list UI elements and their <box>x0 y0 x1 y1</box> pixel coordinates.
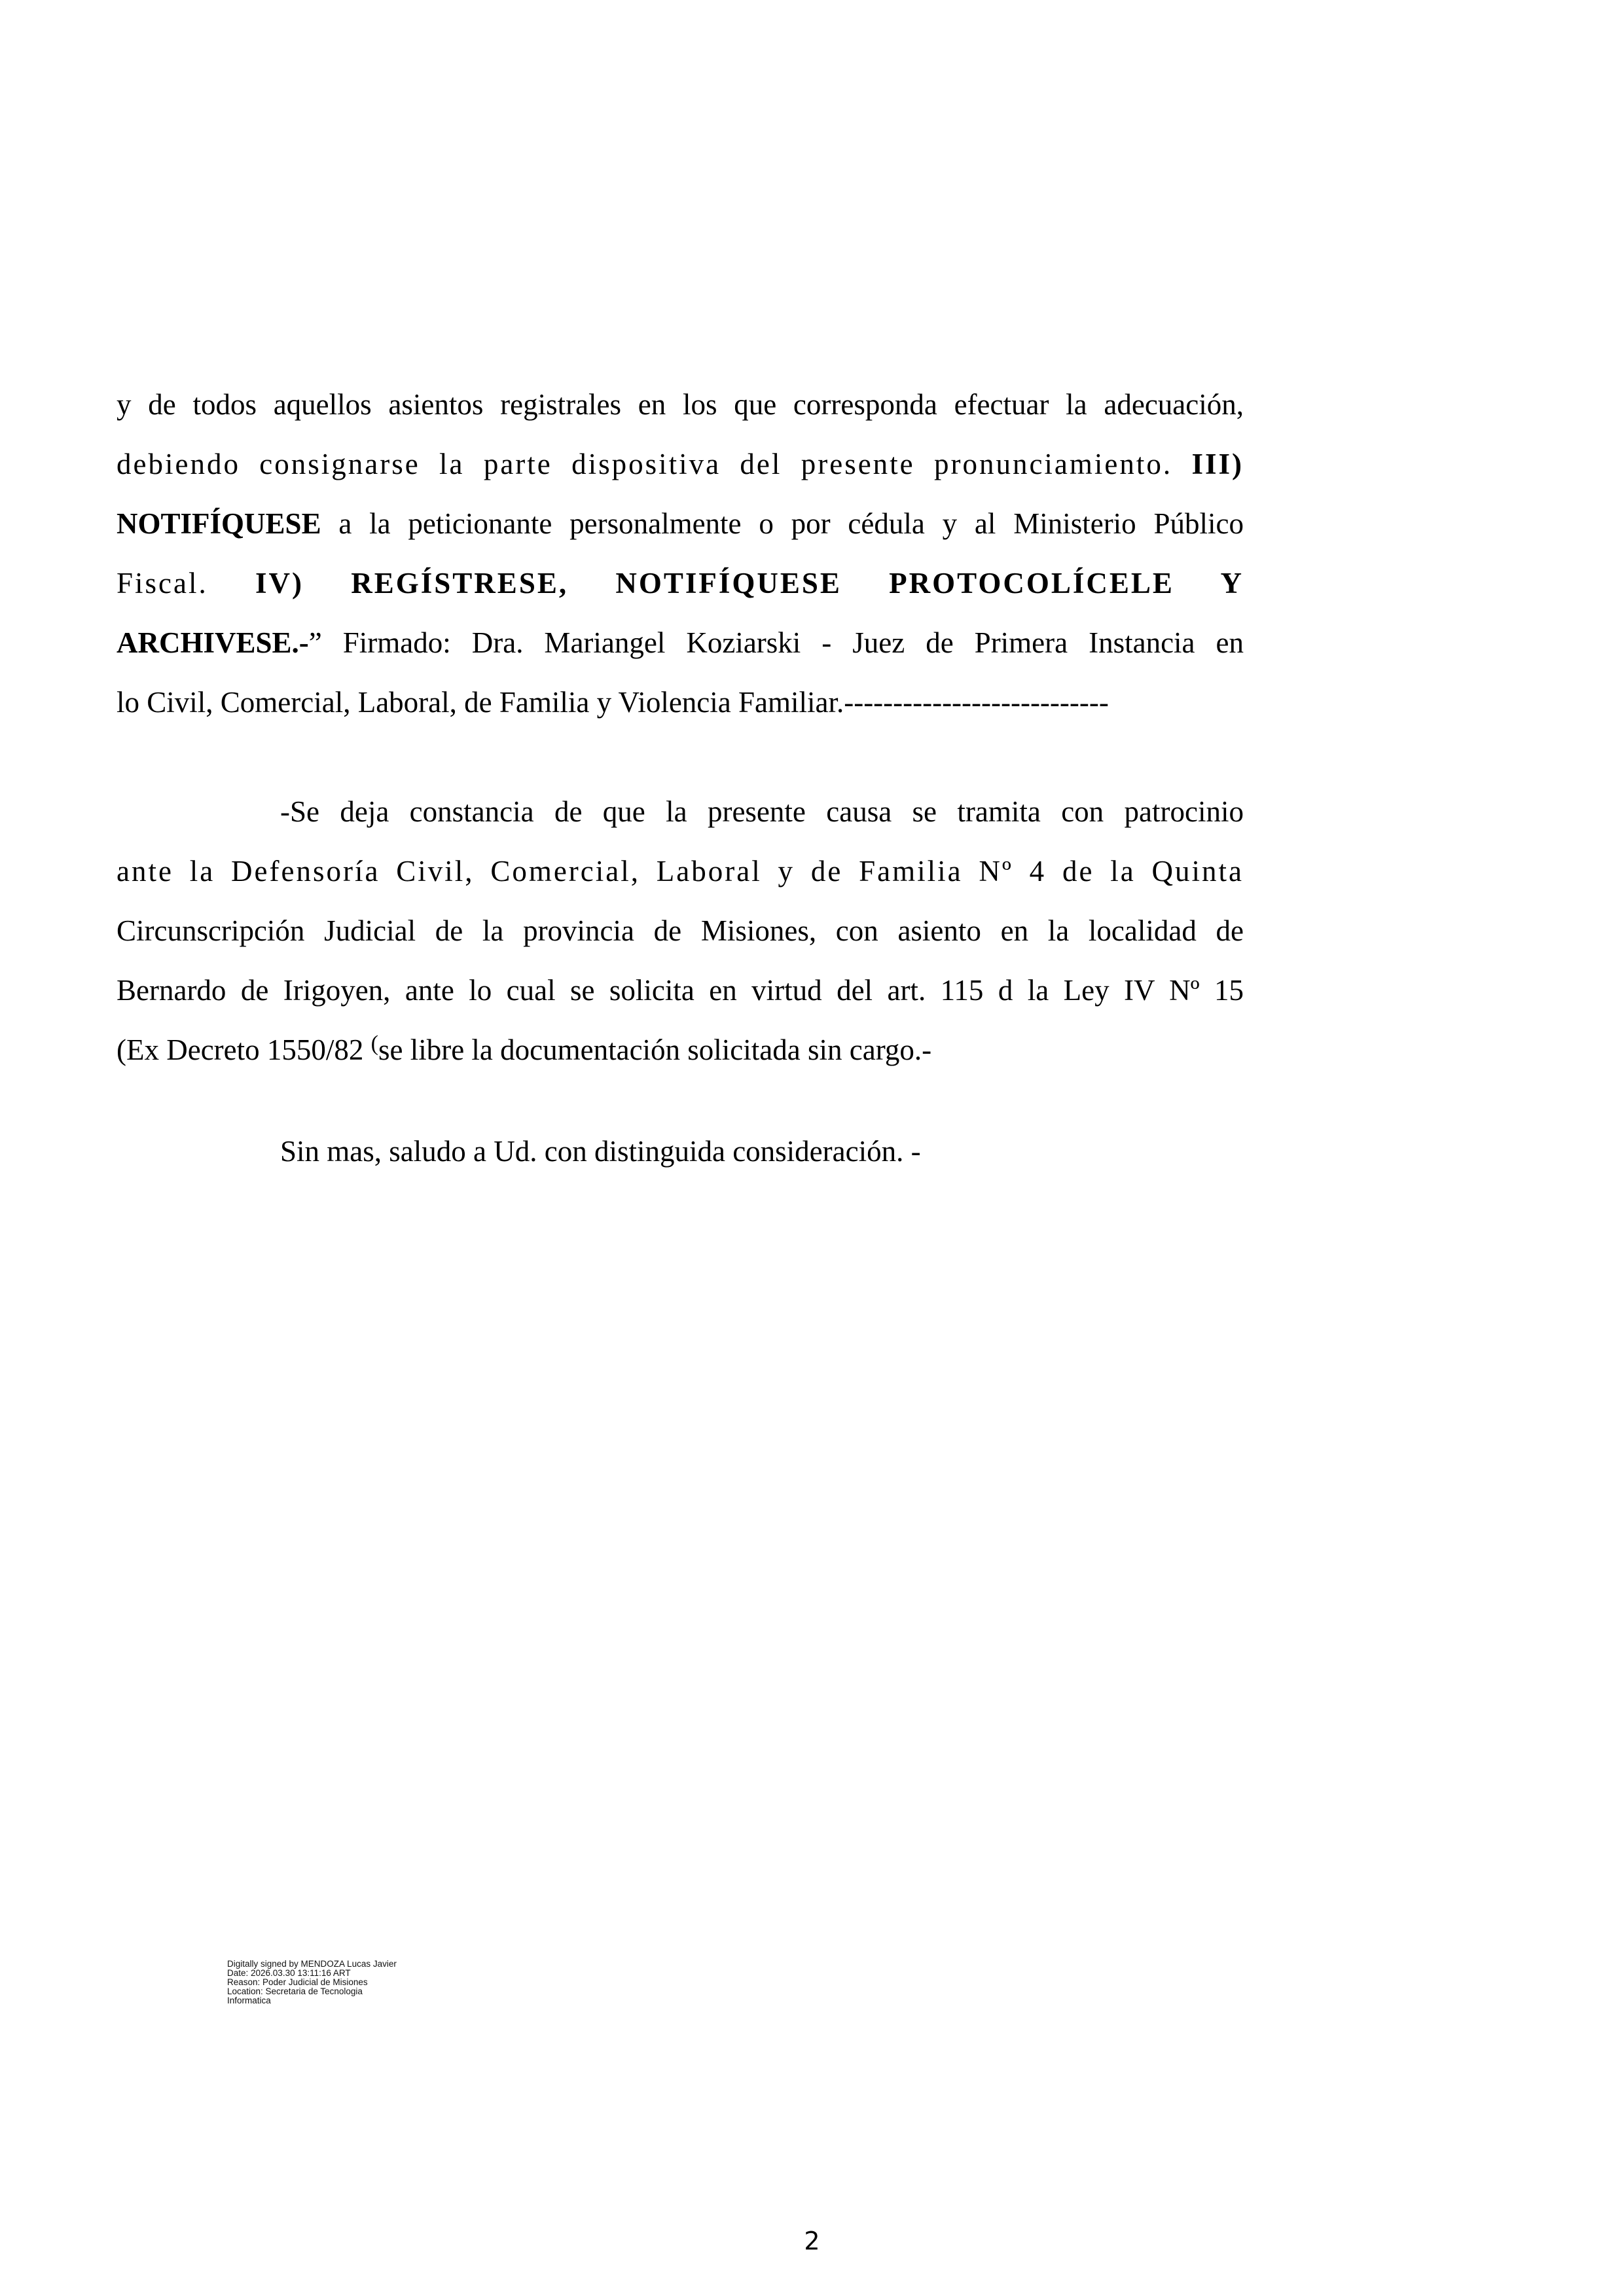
raised-parenthesis: ( <box>370 1031 378 1056</box>
text-line <box>117 782 1244 842</box>
text-line <box>117 961 1244 1020</box>
text-line <box>117 673 1244 732</box>
text-line <box>117 554 1244 613</box>
text-span: ante la Defensoría Civil, Comercial, Laboral y de Familia Nº 4 de la Quinta <box>117 855 1244 888</box>
text-span: se libre la documentación solicitada sin cargo.- <box>378 1033 932 1066</box>
signature-location: Location: Secretaria de Tecnologia <box>227 1986 363 1996</box>
text-span: a la peticionante personalmente o por cédula y al Ministerio Público <box>321 507 1244 540</box>
constancia-paragraph <box>117 782 1244 1083</box>
text-span: y de todos aquellos asientos registrales en los que corresponda efectuar la adecuación, <box>117 388 1244 421</box>
text-span: (Ex Decreto 1550/82 <box>117 1033 371 1066</box>
bold-text: III) <box>1191 448 1244 480</box>
closing-paragraph <box>117 1122 1244 1181</box>
text-span: lo Civil, Comercial, Laboral, de Familia y Violencia Familiar.--------------------------- <box>117 686 1109 719</box>
signature-location-cont: Informatica <box>227 1996 271 2005</box>
page-number: 2 <box>804 2227 820 2255</box>
text-span: debiendo consignarse la parte dispositiva del presente pronunciamiento. <box>117 448 1173 480</box>
text-span: Circunscripción Judicial de la provincia de Misiones, con asiento en la localidad de <box>117 914 1244 947</box>
text-span: Bernardo de Irigoyen, ante lo cual se solicita en virtud del art. 115 d la Ley IV Nº 15 <box>117 974 1244 1007</box>
text-line <box>117 1020 1244 1083</box>
text-line <box>117 842 1244 901</box>
signature-signer: Digitally signed by MENDOZA Lucas Javier <box>227 1959 397 1969</box>
bold-text: ARCHIVESE.- <box>117 626 309 659</box>
text-line <box>117 1122 1244 1181</box>
text-line <box>117 435 1244 494</box>
resolution-paragraph <box>117 375 1244 732</box>
digital-signature-stamp <box>227 1960 397 2005</box>
text-line <box>117 494 1244 554</box>
text-span: Sin mas, saludo a Ud. con distinguida consideración. - <box>280 1135 921 1168</box>
text-span: Fiscal. <box>117 567 208 600</box>
bold-text: NOTIFÍQUESE <box>117 507 321 540</box>
text-line <box>117 613 1244 673</box>
text-line <box>117 375 1244 435</box>
signature-reason: Reason: Poder Judicial de Misiones <box>227 1977 368 1987</box>
bold-text: IV) REGÍSTRESE, NOTIFÍQUESE PROTOCOLÍCELE Y <box>255 567 1244 600</box>
text-span: -Se deja constancia de que la presente causa se tramita con patrocinio <box>280 795 1244 828</box>
signature-date: Date: 2026.03.30 13:11:16 ART <box>227 1968 351 1978</box>
text-span: ” Firmado: Dra. Mariangel Koziarski - Juez de Primera Instancia en <box>308 626 1244 659</box>
text-line <box>117 901 1244 961</box>
